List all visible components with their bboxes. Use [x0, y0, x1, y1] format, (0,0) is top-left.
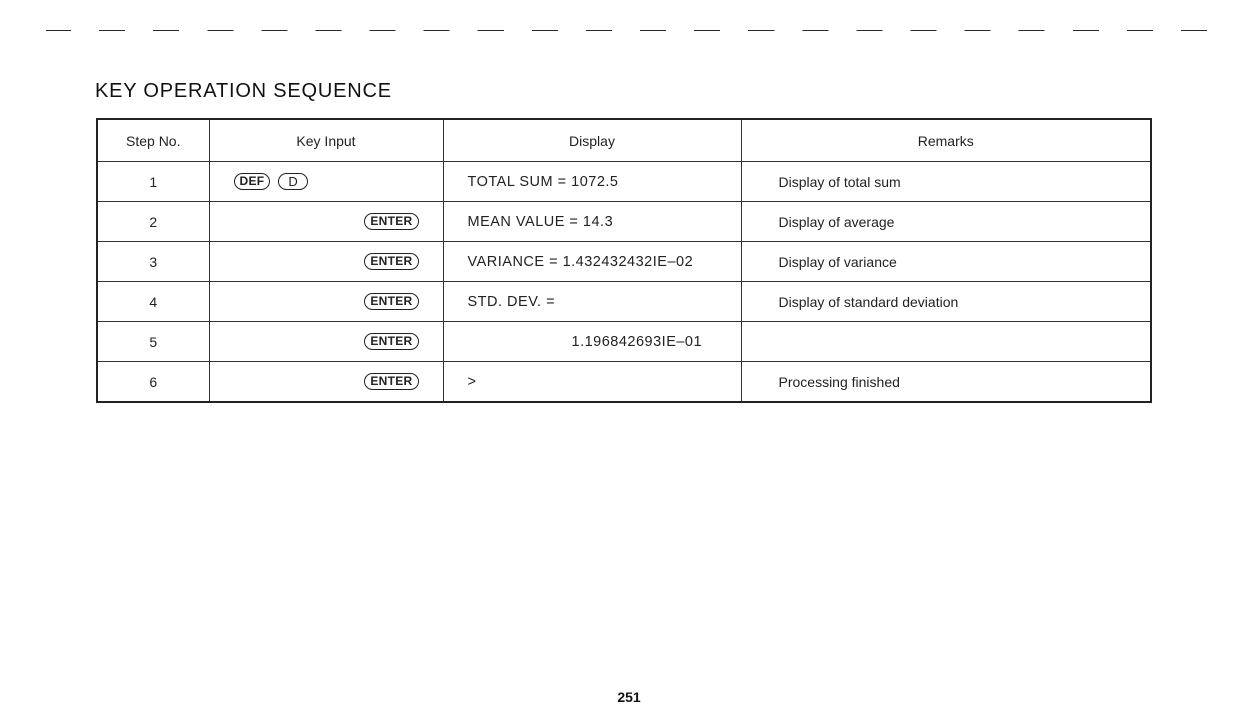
key-input	[209, 362, 443, 403]
step-no: 5	[97, 322, 209, 362]
header-display: Display	[443, 119, 741, 162]
remarks-text: Processing finished	[741, 362, 1151, 403]
key-input	[209, 282, 443, 322]
remarks-text: Display of average	[741, 202, 1151, 242]
step-no: 4	[97, 282, 209, 322]
table-row	[97, 202, 1151, 242]
table-row	[97, 322, 1151, 362]
table-row	[97, 162, 1151, 202]
header-row	[97, 119, 1151, 162]
key-input	[209, 242, 443, 282]
step-no: 1	[97, 162, 209, 202]
step-no: 6	[97, 362, 209, 403]
table-row	[97, 282, 1151, 322]
table-row	[97, 362, 1151, 403]
remarks-text: Display of total sum	[741, 162, 1151, 202]
enter-key-icon: ENTER	[364, 293, 418, 310]
key-input	[209, 162, 443, 202]
header-remarks: Remarks	[741, 119, 1151, 162]
display-text: 1.196842693IE–01	[443, 322, 741, 362]
key-input	[209, 322, 443, 362]
display-text: TOTAL SUM = 1072.5	[443, 162, 741, 202]
key-input	[209, 202, 443, 242]
def-key-icon: DEF	[234, 173, 271, 190]
page-title: KEY OPERATION SEQUENCE	[95, 80, 392, 102]
remarks-text: Display of variance	[741, 242, 1151, 282]
key-operation-table	[96, 118, 1152, 403]
enter-key-icon: ENTER	[364, 333, 418, 350]
remarks-text: Display of standard deviation	[741, 282, 1151, 322]
remarks-text	[741, 322, 1151, 362]
step-no: 3	[97, 242, 209, 282]
display-text: >	[443, 362, 741, 403]
enter-key-icon: ENTER	[364, 253, 418, 270]
enter-key-icon: ENTER	[364, 213, 418, 230]
header-step-no: Step No.	[97, 119, 209, 162]
display-text: VARIANCE = 1.432432432IE–02	[443, 242, 741, 282]
step-no: 2	[97, 202, 209, 242]
display-text: MEAN VALUE = 14.3	[443, 202, 741, 242]
page-number: 251	[617, 689, 641, 705]
enter-key-icon: ENTER	[364, 373, 418, 390]
d-key-icon: D	[278, 173, 308, 190]
header-key-input: Key Input	[209, 119, 443, 162]
display-text: STD. DEV. =	[443, 282, 741, 322]
dashed-rule	[46, 30, 1210, 31]
table-row	[97, 242, 1151, 282]
